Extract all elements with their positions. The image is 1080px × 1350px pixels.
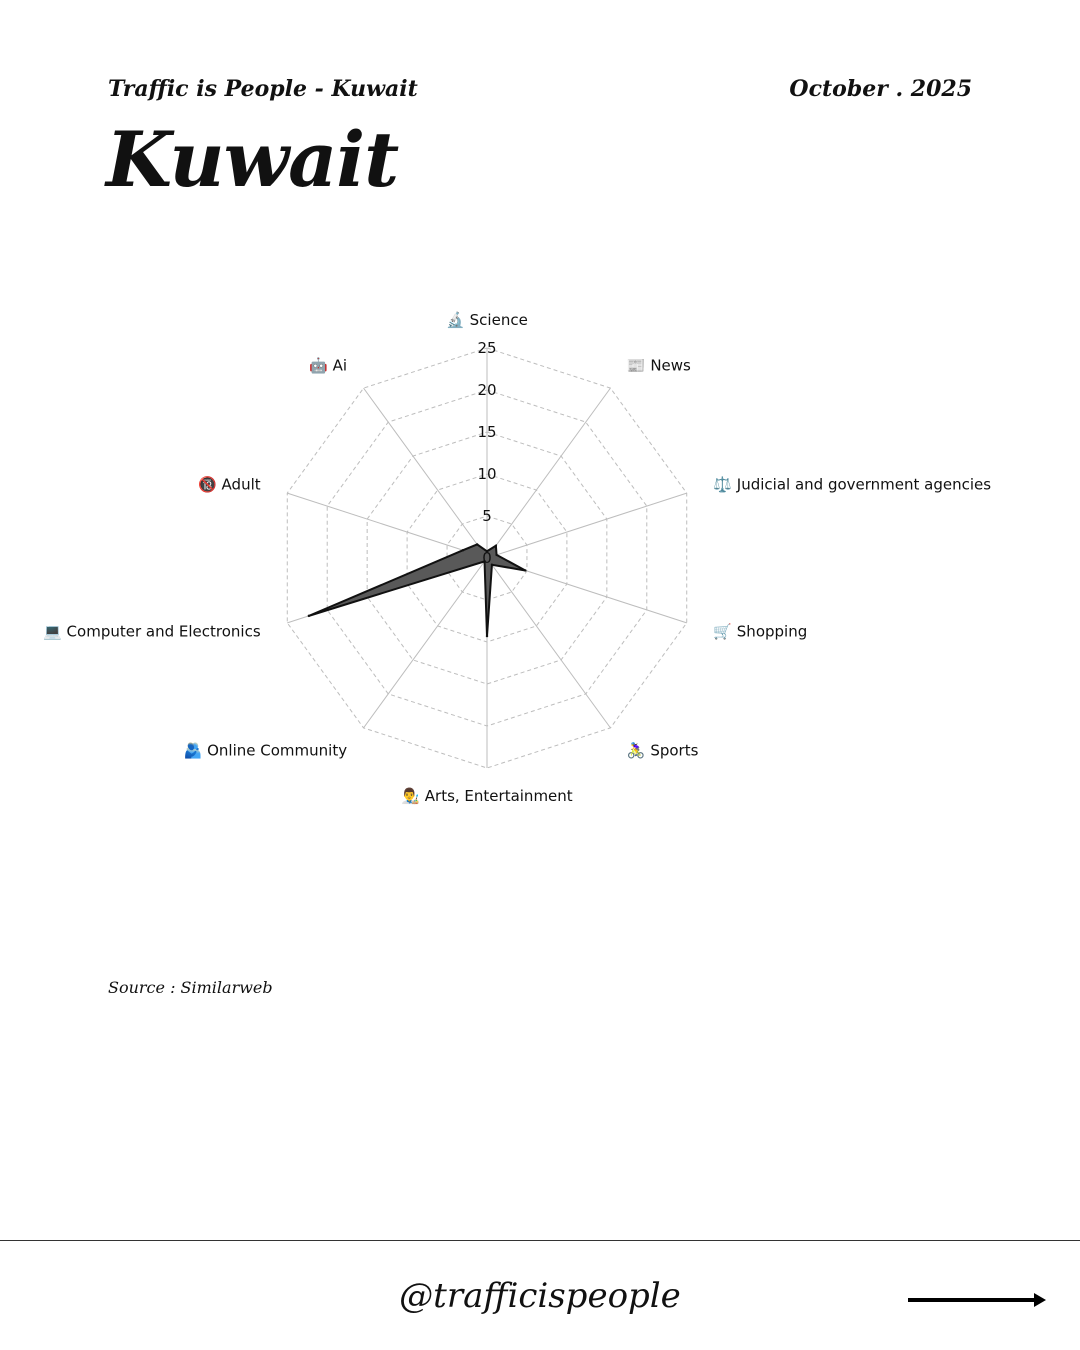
page-title: Kuwait [106,115,399,204]
data-point-3 [524,569,526,571]
series-area [309,544,525,636]
axis-label-7: 💻 Computer and Electronics [43,622,261,641]
tick-label-2: 10 [477,465,497,483]
axis-spoke-2 [487,493,687,558]
source-note: Source : Similarweb [108,978,273,997]
data-point-5 [486,635,488,637]
header-date: October . 2025 [789,76,972,102]
radar-chart [0,290,1080,830]
axis-label-0: 🔬 Science [446,311,528,329]
header-subtitle: Traffic is People - Kuwait [108,76,418,102]
axis-label-2: ⚖️ Judicial and government agencies [713,475,992,494]
tick-label-4: 20 [477,381,497,399]
tick-label-3: 15 [477,423,497,441]
axis-spoke-8 [287,493,487,558]
axis-spoke-6 [364,558,487,728]
footer-handle: @trafficispeople [399,1276,681,1316]
axis-label-9: 🤖 Ai [309,356,348,375]
axis-spoke-4 [487,558,610,728]
data-point-8 [462,549,464,551]
axis-spoke-1 [487,388,610,558]
tick-label-0: 0 [482,549,492,567]
axis-label-3: 🛒 Shopping [713,622,808,641]
data-point-7 [308,615,310,617]
tick-label-5: 25 [477,339,497,357]
axis-label-5: 👨‍🎨 Arts, Entertainment [401,787,573,805]
axis-label-8: 🔞 Adult [198,475,261,494]
axis-spoke-9 [364,388,487,558]
arrow-right-icon[interactable] [906,1288,1048,1317]
tick-label-1: 5 [482,507,492,525]
axis-label-4: 🚴‍♀️ Sports [626,741,699,760]
footer-divider [0,1240,1080,1241]
axis-label-6: 🫂 Online Community [183,741,348,760]
data-point-2 [495,554,497,556]
data-point-1 [495,545,497,547]
axis-label-1: 📰 News [626,356,691,375]
data-point-9 [476,543,478,545]
radar-chart-svg [0,290,1080,830]
